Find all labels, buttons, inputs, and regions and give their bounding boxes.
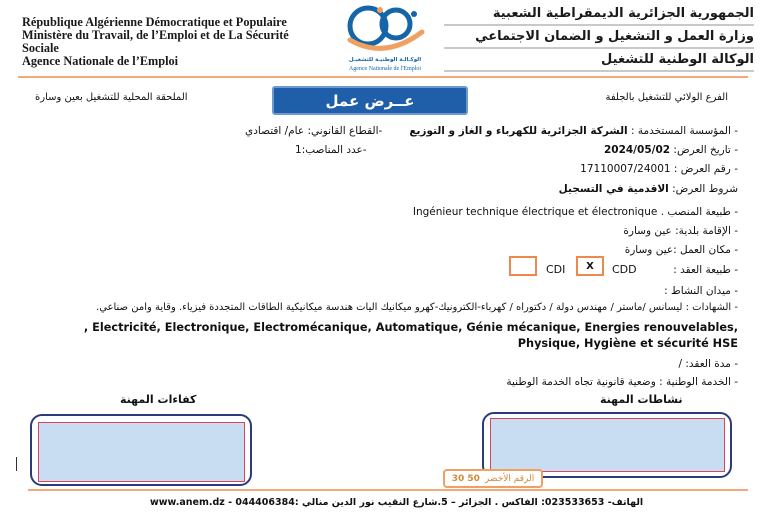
header-divider xyxy=(18,76,748,78)
republic-name-ar: الجمهورية الجزائرية الديمقراطية الشعبية xyxy=(444,4,754,26)
logo-caption-ar: الوكـالـة الوطنيـة للتشغيـل xyxy=(348,57,422,63)
activity-line: - ميدان النشاط : xyxy=(664,285,738,297)
offer-title-banner xyxy=(272,86,468,115)
skills-title: كفاءات المهنة xyxy=(120,393,197,406)
number-line xyxy=(580,163,738,175)
header-french xyxy=(22,16,322,68)
logo-caption-fr: Agence Nationale de l'Emploi xyxy=(348,66,422,72)
diplomas-line: - الشهادات : ليسانس /ماستر / مهندس دولة / دكتوراه / كهرباء-الكترونيك-كهرو ميكانيك اليات هندسة ميكانيكية الطاقات المتجددة فيزياء. وقاية وامن صناعي. xyxy=(96,302,738,313)
offer-number-value: 17110007/24001 xyxy=(580,163,671,175)
branch-regional: الفرع الولائي للتشغيل بالجلفة xyxy=(605,92,728,103)
skills-box[interactable] xyxy=(38,422,245,482)
agency-name-fr: Agence Nationale de l’Emploi xyxy=(22,54,179,68)
green-number-badge xyxy=(443,469,543,488)
position-label: - طبيعة المنصب . xyxy=(660,206,738,218)
ministry-name-fr: Ministère du Travail, de l’Emploi et de La Sécurité Sociale xyxy=(22,28,289,55)
activities-title: نشاطات المهنة xyxy=(600,393,683,406)
offer-number-label: - رقم العرض : xyxy=(673,163,738,175)
date-value: 2024/05/02 xyxy=(603,144,671,156)
date-label: - تاريخ العرض: xyxy=(673,144,738,156)
conditions-value: الاقدمية في التسجيل xyxy=(558,183,669,195)
republic-name-fr: République Algérienne Démocratique et Populaire xyxy=(22,15,287,29)
position-line xyxy=(413,206,738,218)
green-number-value: 30 50 xyxy=(451,473,480,484)
legal-sector: -القطاع القانوني: عام/ اقتصادي xyxy=(245,125,383,137)
cdi-label: CDI xyxy=(546,263,566,276)
employer-value: الشركة الجزائرية للكهرباء و الغاز و التوزيع xyxy=(409,125,628,137)
cdd-label: CDD xyxy=(612,263,637,276)
residence-line: - الإقامة بلدية: عين وسارة xyxy=(623,225,738,237)
workplace-line: - مكان العمل :عين وسارة xyxy=(624,244,738,256)
date-line xyxy=(604,144,738,156)
header-arabic xyxy=(444,4,754,73)
agency-name-ar: الوكالة الوطنية للتشغيل xyxy=(444,50,754,72)
conditions-line xyxy=(559,183,738,195)
position-value: Ingénieur technique électrique et électronique xyxy=(412,206,658,218)
green-number-label: الرقم الأخضر xyxy=(484,473,535,484)
positions-count: -عدد المناصب:1 xyxy=(295,144,367,156)
military-line: - الخدمة الوطنية : وضعية قانونية تجاه الخدمة الوطنية xyxy=(506,376,738,388)
offer-title: عــرض عمل xyxy=(325,91,415,110)
employer-line xyxy=(409,125,738,137)
fields-list: , Electricité, Electronique, Electromécanique, Automatique, Génie mécanique, Energies renouvelables, Physique, Hygiène et sécurité HSE xyxy=(83,321,738,350)
cdi-checkbox[interactable] xyxy=(509,256,537,276)
branch-local: الملحقة المحلية للتشغيل بعين وسارة xyxy=(35,92,188,103)
contract-label: - طبيعة العقد : xyxy=(673,264,738,276)
activities-box[interactable] xyxy=(490,418,725,472)
conditions-label: شروط العرض: xyxy=(672,183,738,195)
employer-label: - المؤسسة المستخدمة : xyxy=(630,125,738,137)
footer-divider xyxy=(28,489,748,491)
ministry-name-ar: وزارة العمل و التشغيل و الضمان الاجتماعي xyxy=(444,27,754,49)
footer-contact: www.anem.dz - 044406384: الهاتف- 023533653: الفاكس . الجزائر – 5.شارع النقيب نور الدين منالي xyxy=(150,497,644,508)
cdd-checkbox[interactable]: X xyxy=(576,256,604,276)
text-cursor xyxy=(16,457,17,471)
duration-line: - مدة العقد: / xyxy=(678,358,738,370)
